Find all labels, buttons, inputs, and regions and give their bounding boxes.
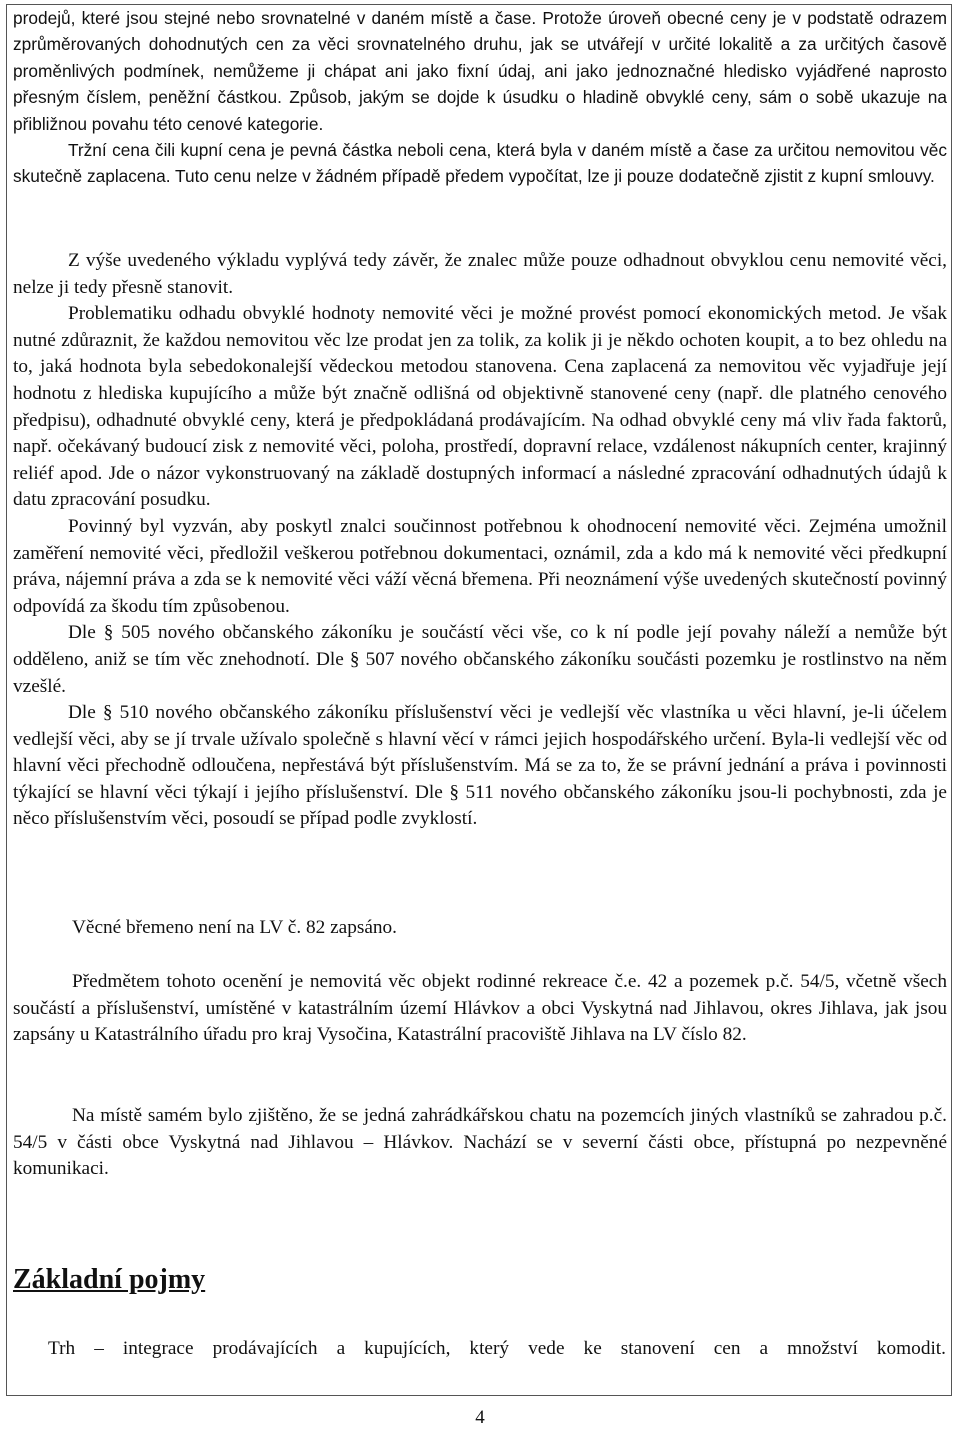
- paragraph-common-price: prodejů, které jsou stejné nebo srovnatelné v daném místě a čase. Protože úroveň obecné ceny je v podstatě odrazem zprůměrovaných dohodnutých cen za věci srovnatelného druhu, jak se utvářejí v určité lokalitě a za určitých časově proměnlivých podmínek, nemůžeme ji chápat ani jako fixní údaj, ani jako jednoznačné hledisko vyjádřené naprosto přesným číslem, peněžní částkou. Způsob, jakým se dojde k úsudku o hladině obvyklé ceny, sám o sobě ukazuje na přibližnou povahu této cenové kategorie.: [13, 8, 947, 134]
- subject-block: [13, 969, 947, 1049]
- paragraph-market-price: Tržní cena čili kupní cena je pevná částka neboli cena, která byla v daném místě a čase za určitou nemovitou věc skutečně zaplacena. Tuto cenu nelze v žádném případě předem vypočítat, lze ji pouze dodatečně zjistit z kupní smlouvy.: [13, 140, 947, 187]
- site-block: [13, 1103, 947, 1183]
- paragraph-methods: Problematiku odhadu obvyklé hodnoty nemovité věci je možné provést pomocí ekonomických metod. Je však nutné zdůraznit, že každou nemovitou věc lze prodat jen za tolik, za kolik ji je někdo ochoten koupit, a to bez ohledu na to, jaká hodnota byla sebedokonalejší vědeckou metodou stanovena. Cena zaplacená za nemovitou věc vyjadřuje její hodnotu z hlediska kupujícího a může být značně odlišná od objektivně stanovené ceny (např. dle platného cenového předpisu), odhadnuté obvyklé ceny, která je předpokládaná prodávajícím. Na odhad obvyklé ceny má vliv řada faktorů, např. očekávaný budoucí zisk z nemovité věci, poloha, prostředí, dopravní relace, vzdálenost nákupních center, krajinný reliéf apod. Jde o názor vykonstruovaný na základě dostupných informací a následné zpracování odhadnutých údajů k datu zpracování posudku.: [13, 303, 947, 511]
- paragraph-conclusion: Z výše uvedeného výkladu vyplývá tedy závěr, že znalec může pouze odhadnout obvyklou cenu nemovité věci, nelze ji tedy přesně stanovit.: [13, 250, 947, 298]
- paragraph-subject: Předmětem tohoto ocenění je nemovitá věc objekt rodinné rekreace č.e. 42 a pozemek p.č. 54/5, včetně všech součástí a příslušenství, umístěné v katastrálním území Hlávkov a obci Vyskytná nad Jihlavou, okres Jihlava, jak jsou zapsány u Katastrálního úřadu pro kraj Vysočina, Katastrální pracoviště Jihlava na LV číslo 82.: [13, 971, 947, 1046]
- easement-note-block: [13, 915, 947, 942]
- easement-note: Věcné břemeno není na LV č. 82 zapsáno.: [72, 917, 397, 938]
- section-heading: Základní pojmy: [13, 1264, 206, 1295]
- page-number: 4: [475, 1407, 485, 1428]
- price-text-block: [13, 5, 947, 190]
- paragraph-cooperation: Povinný byl vyzván, aby poskytl znalci součinnost potřebnou k ohodnocení nemovité věci. Zejména umožnil zaměření nemovité věci, předložil veškerou potřebnou dokumentaci, oznámil, zda a kdo má k nemovité věci předkupní práva, nájemní práva a zda se k nemovité věci váží věcná břemena. Při neoznámení výše uvedených skutečností povinný odpovídá za škodu tím způsobenou.: [13, 515, 947, 617]
- paragraph-components: Dle § 505 nového občanského zákoníku je součástí věci vše, co k ní podle její povahy náleží a nemůže být odděleno, aniž se tím věc znehodnotí. Dle § 507 nového občanského zákoníku součásti pozemku je rostlinstvo na něm vzešlé.: [13, 622, 947, 697]
- paragraph-accessories: Dle § 510 nového občanského zákoníku příslušenství věci je vedlejší věc vlastníka u věci hlavní, je-li účelem vedlejší věci, aby se jí trvale užívalo společně s hlavní věcí v rámci jejich hospodářského určení. Byla-li vedlejší věc od hlavní věci přechodně odloučena, nepřestává být příslušenstvím. Má se za to, že se právní jednání a práva i povinnosti týkající se hlavní věci týkají i jejího příslušenství. Dle § 511 nového občanského zákoníku jsou-li pochybnosti, zda je něco příslušenstvím věci, posoudí se případ podle zvyklostí.: [13, 702, 947, 830]
- valuation-text-block: [13, 248, 947, 833]
- definition-market: Trh – integrace prodávajících a kupujících, který vede ke stanovení cen a množství komodit.: [48, 1338, 946, 1359]
- paragraph-site: Na místě samém bylo zjištěno, že se jedná zahrádkářskou chatu na pozemcích jiných vlastníků se zahradou p.č. 54/5 v části obce Vyskytná nad Jihlavou – Hlávkov. Nachází se v severní části obce, přístupná po nezpevněné komunikaci.: [13, 1105, 947, 1180]
